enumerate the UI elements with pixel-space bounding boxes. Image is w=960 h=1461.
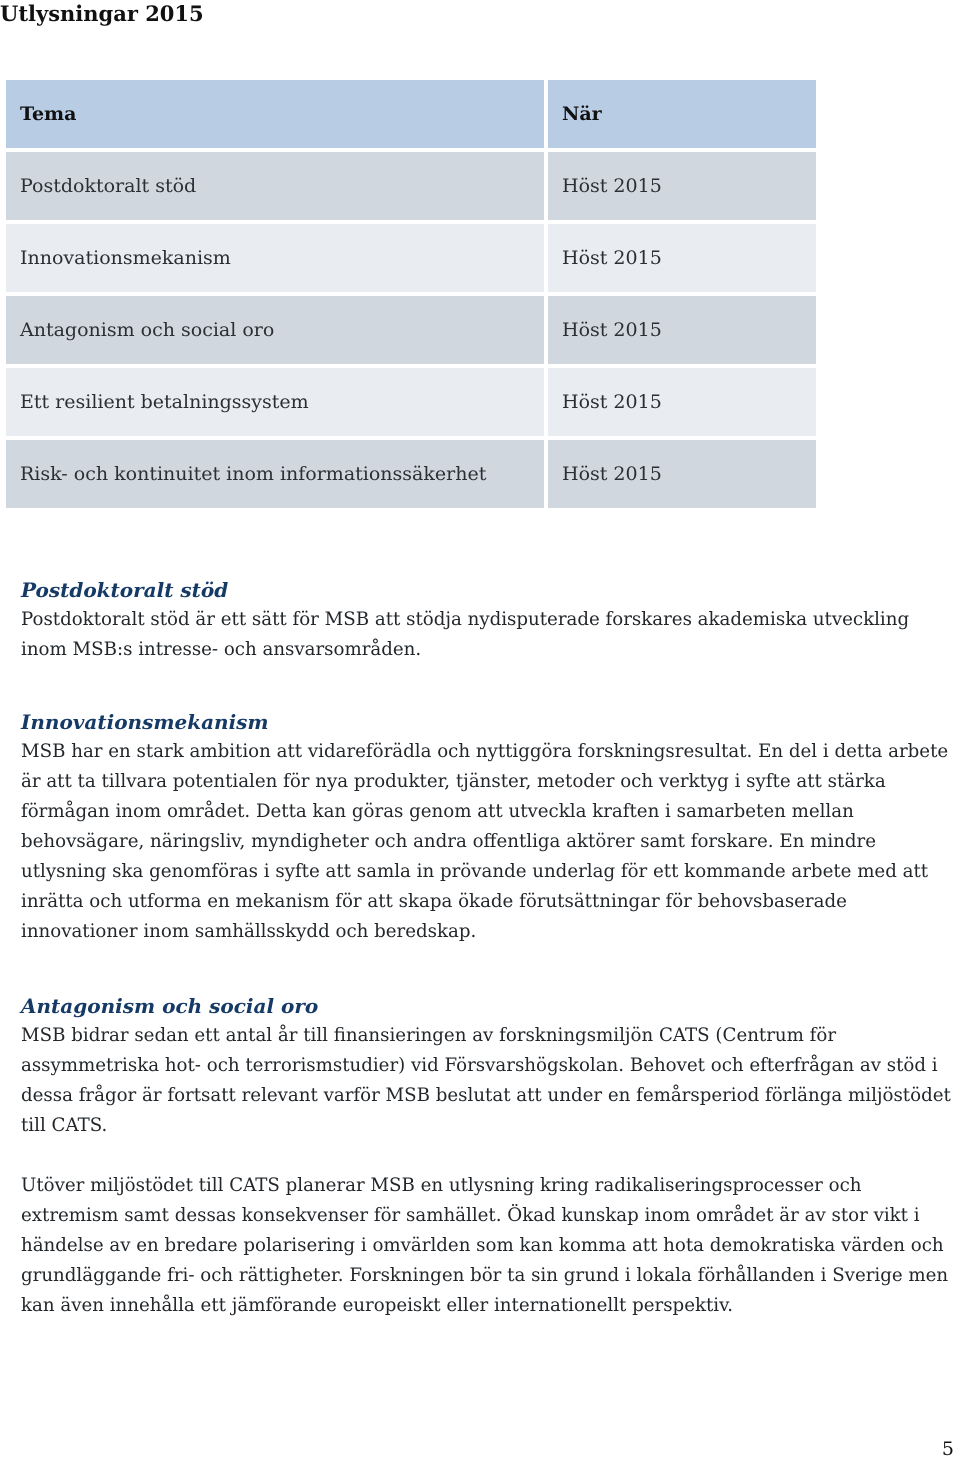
section-postdoktoralt-stod [21, 575, 956, 665]
table-cell-when: Höst 2015 [548, 296, 816, 364]
section-paragraph: Postdoktoralt stöd är ett sätt för MSB att stödja nydisputerade forskares akademiska utveckling inom MSB:s intresse- och ansvarsområden. [21, 609, 910, 660]
table-header-nar: När [548, 80, 816, 148]
section-heading: Innovationsmekanism [21, 710, 269, 734]
table-header-tema: Tema [6, 80, 544, 148]
table-header-row [6, 80, 816, 148]
section-heading: Antagonism och social oro [21, 994, 319, 1018]
table-cell-theme: Postdoktoralt stöd [6, 152, 544, 220]
table-row [6, 224, 816, 292]
table-cell-theme: Innovationsmekanism [6, 224, 544, 292]
section-paragraph: MSB bidrar sedan ett antal år till finansieringen av forskningsmiljön CATS (Centrum för assymmetriska hot- och terrorismstudier) vid Försvarshögskolan. Behovet och efterfrågan av stöd i dessa frågor är fortsatt relevant varför MSB beslutat att under en femårsperiod förlänga miljöstödet till CATS. [21, 1025, 951, 1136]
table-cell-theme: Risk- och kontinuitet inom informationssäkerhet [6, 440, 544, 508]
table-cell-when: Höst 2015 [548, 224, 816, 292]
table-cell-theme: Antagonism och social oro [6, 296, 544, 364]
section-heading: Postdoktoralt stöd [21, 578, 229, 602]
table-row [6, 296, 816, 364]
table-row [6, 152, 816, 220]
table-cell-theme: Ett resilient betalningssystem [6, 368, 544, 436]
table-row [6, 368, 816, 436]
section-paragraph: Utöver miljöstödet till CATS planerar MSB en utlysning kring radikaliseringsprocesser och extremism samt dessas konsekvenser för samhället. Ökad kunskap inom området är av stor vikt i händelse av en bredare polarisering i omvärlden som kan komma att hota demokratiska värden och grundläggande fri- och rättigheter. Forskningen bör ta sin grund i lokala förhållanden i Sverige men kan även innehålla ett jämförande europeiskt eller internationellt perspektiv. [21, 1175, 949, 1316]
table-cell-when: Höst 2015 [548, 368, 816, 436]
table-row [6, 440, 816, 508]
table-cell-when: Höst 2015 [548, 440, 816, 508]
page-number: 5 [941, 1438, 954, 1460]
section-paragraph: MSB har en stark ambition att vidareförädla och nyttiggöra forskningsresultat. En del i detta arbete är att ta tillvara potentialen för nya produkter, tjänster, metoder och verktyg i syfte att stärka förmågan inom området. Detta kan göras genom att utveckla kraften i samarbeten mellan behovsägare, näringsliv, myndigheter och andra offentliga aktörer samt forskare. En mindre utlysning ska genomföras i syfte att samla in prövande underlag för ett kommande arbete med att inrätta och utforma en mekanism för att skapa ökade förutsättningar för behovsbaserade innovationer inom samhällsskydd och beredskap. [21, 741, 949, 942]
section-innovationsmekanism [21, 707, 956, 947]
table-cell-when: Höst 2015 [548, 152, 816, 220]
document-title: Utlysningar 2015 [0, 1, 204, 26]
section-antagonism-och-social-oro [21, 991, 956, 1321]
calls-table [2, 76, 820, 512]
